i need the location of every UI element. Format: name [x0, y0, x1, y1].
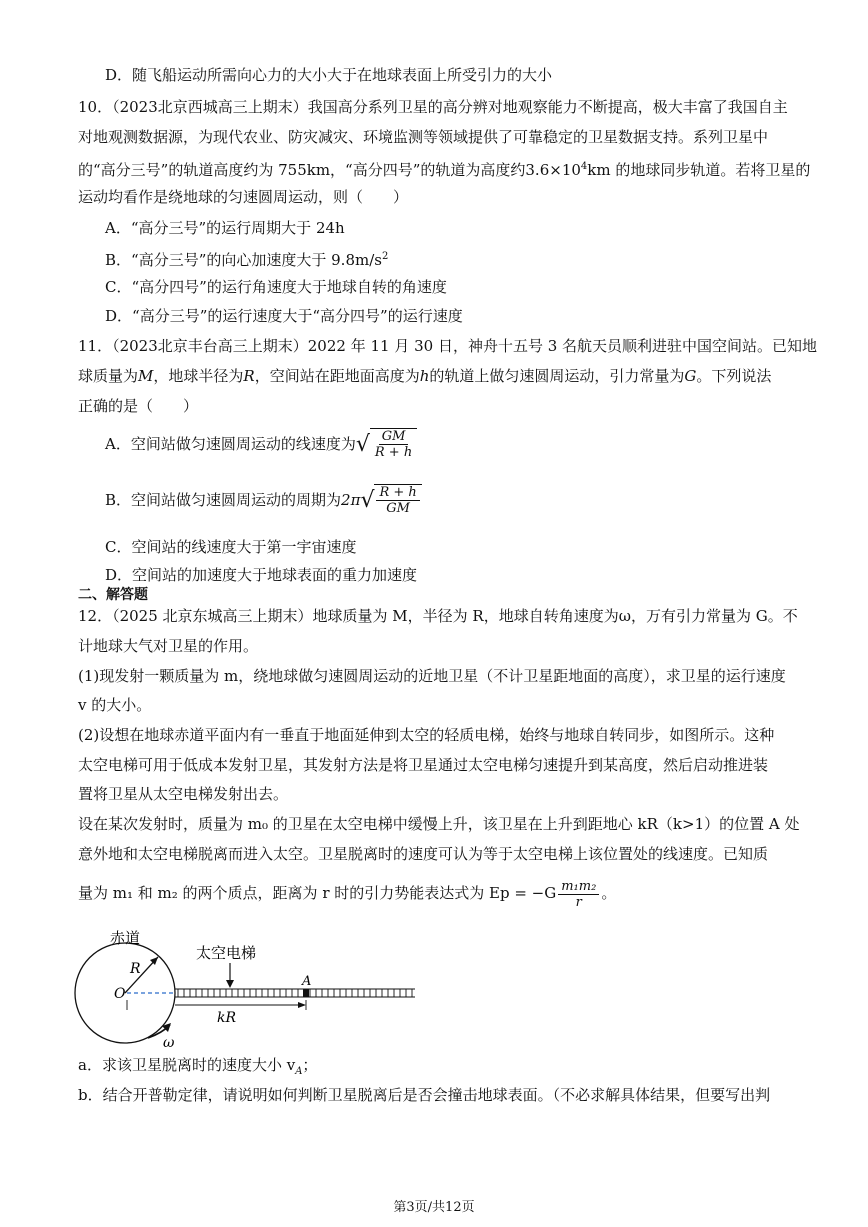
- q11-l2c: ，空间站在距地面高度为: [254, 367, 420, 385]
- q11-l2b: ，地球半径为: [153, 367, 244, 385]
- fraction-numerator: R + h: [376, 485, 419, 501]
- q11-option-a: [105, 426, 417, 462]
- sqrt-formula: √ $\frac{R + h}{GM}$: [360, 484, 421, 518]
- elevator-pointer-head: [226, 980, 234, 988]
- kr-label: kR: [217, 1010, 237, 1026]
- q12-part1-line1: (1)现发射一颗质量为 m，绕地球做匀速圆周运动的近地卫星（不计卫星距地面的高度），求卫星的运行速度: [78, 667, 786, 685]
- elevator-label: 太空电梯: [196, 944, 257, 962]
- q12-sub-a-subscript: A: [295, 1066, 303, 1077]
- q10-option-d: D．“高分三号”的运行速度大于“高分四号”的运行速度: [105, 307, 463, 325]
- fraction-numerator: GM: [379, 429, 409, 445]
- q12-stem-line1: 12．（2025 北京东城高三上期末）地球质量为 M，半径为 R，地球自转角速度为ω，万有引力常量为 G。不: [78, 607, 798, 625]
- fraction-denominator: R + h: [374, 445, 413, 460]
- fraction-denominator: r: [575, 894, 582, 910]
- fraction-denominator: GM: [386, 501, 410, 516]
- q12-sub-a-end: ；: [302, 1056, 318, 1074]
- q12-part3-line3-end: 。: [601, 884, 617, 902]
- q10-stem-line4: 运动均看作是绕地球的匀速圆周运动，则（ ）: [78, 188, 409, 206]
- section-heading: 二、解答题: [78, 587, 148, 603]
- q10-option-b: [105, 247, 388, 270]
- q12-part1-line2: v 的大小。: [78, 696, 152, 714]
- q10-option-c: C．“高分四号”的运行角速度大于地球自转的角速度: [105, 278, 447, 296]
- q11-option-a-text: A．空间站做匀速圆周运动的线速度为: [105, 435, 356, 453]
- q11-stem-line2: [78, 366, 771, 386]
- q10-stem-line3-b: 3.6×10: [525, 161, 581, 179]
- q11-l2d: 的轨道上做匀速圆周运动，引力常量为: [429, 367, 685, 385]
- fraction-numerator: m₁m₂: [558, 879, 599, 895]
- q11-option-d: D．空间站的加速度大于地球表面的重力加速度: [105, 566, 418, 584]
- q11-option-b-text: B．空间站做匀速圆周运动的周期为: [105, 491, 342, 509]
- q10-stem-line3: [78, 157, 810, 180]
- q12-part2-line2: 太空电梯可用于低成本发射卫星，其发射方法是将卫星通过太空电梯匀速提升到某高度，然后启动推进装: [78, 756, 769, 774]
- q9-option-d: D．随飞船运动所需向心力的大小大于在地球表面上所受引力的大小: [105, 66, 553, 84]
- radius-label: R: [130, 961, 141, 977]
- point-a-label: A: [302, 974, 312, 989]
- q12-part3-line1: 设在某次发射时，质量为 m₀ 的卫星在太空电梯中缓慢上升，该卫星在上升到距地心 kR（k>1）的位置 A 处: [78, 815, 800, 833]
- q12-part2-line3: 置将卫星从太空电梯发射出去。: [78, 785, 289, 803]
- q12-part3-line3-text: 量为 m₁ 和 m₂ 的两个质点，距离为 r 时的引力势能表达式为 Ep = −G: [78, 884, 557, 902]
- sqrt-formula: √ $\frac{GM}{R + h}$: [356, 428, 417, 462]
- q11-l2a: 球质量为: [78, 367, 139, 385]
- q11-stem-line1: 11．（2023北京丰台高三上期末）2022 年 11 月 30 日，神舟十五号 3 名航天员顺利进驻中国空间站。已知地: [78, 337, 818, 355]
- q10-stem-line3-a: 的“高分三号”的轨道高度约为 755km，“高分四号”的轨道为高度约: [78, 161, 526, 179]
- q11-l2e: 。下列说法: [696, 367, 772, 385]
- q11-var-h: h: [419, 367, 430, 385]
- q10-stem-line3-sup: 4: [580, 161, 588, 172]
- equator-label: 赤道: [110, 929, 141, 947]
- q12-sub-a-text: a．求该卫星脱离时的速度大小 v: [78, 1056, 296, 1074]
- elevator-rail: [175, 989, 415, 997]
- q11-var-r: R: [243, 367, 255, 385]
- q11-var-m: M: [138, 367, 154, 385]
- q11-var-g: G: [684, 367, 697, 385]
- q10-stem-line1: 10．（2023北京西城高三上期末）我国高分系列卫星的高分辨对地观察能力不断提高，极大丰富了我国自主: [78, 98, 788, 116]
- q11-option-b-2pi: 2π: [341, 491, 361, 509]
- omega-label: ω: [163, 1035, 175, 1051]
- q10-option-b-text: B．“高分三号”的向心加速度大于 9.8m/s: [105, 251, 382, 269]
- center-label: O: [114, 986, 126, 1002]
- q11-option-b: [105, 482, 422, 518]
- q12-sub-a: [78, 1055, 317, 1082]
- q12-part2-line1: (2)设想在地球赤道平面内有一垂直于地面延伸到太空的轻质电梯，始终与地球自转同步，如图所示。这种: [78, 726, 775, 744]
- point-a-marker: [303, 989, 309, 997]
- q12-part3-line2: 意外地和太空电梯脱离而进入太空。卫星脱离时的速度可认为等于太空电梯上该位置处的线速度。已知质: [78, 845, 769, 863]
- q10-option-b-sup: 2: [381, 251, 389, 262]
- q12-sub-b: b．结合开普勒定律，请说明如何判断卫星脱离后是否会撞击地球表面。（不必求解具体结果，但要写出判: [78, 1086, 771, 1104]
- space-elevator-figure: [70, 920, 430, 1070]
- page-footer: 第3页/共12页: [393, 1200, 475, 1215]
- q11-stem-line3: 正确的是（ ）: [78, 397, 199, 415]
- q10-stem-line3-c: km 的地球同步轨道。若将卫星的: [587, 161, 811, 179]
- q12-stem-line2: 计地球大气对卫星的作用。: [78, 637, 259, 655]
- q12-part3-line3: [78, 876, 616, 910]
- q10-option-a: A．“高分三号”的运行周期大于 24h: [105, 219, 345, 237]
- q11-option-c: C．空间站的线速度大于第一宇宙速度: [105, 538, 357, 556]
- kr-arrowhead: [298, 1002, 306, 1008]
- q10-stem-line2: 对地观测数据源，为现代农业、防灾减灾、环境监测等领域提供了可靠稳定的卫星数据支持。系列卫星中: [78, 128, 769, 146]
